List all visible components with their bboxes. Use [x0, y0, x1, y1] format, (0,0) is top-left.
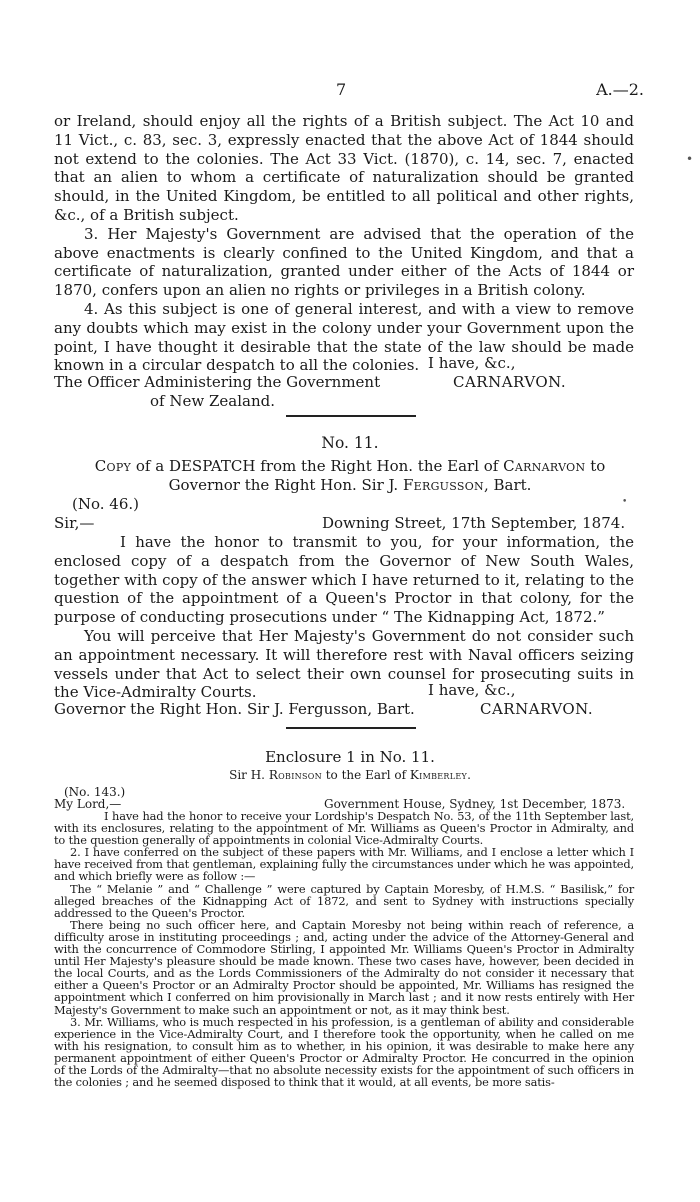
page-header	[0, 80, 700, 102]
subtitle-text: to the Earl of	[325, 768, 407, 782]
title-text: to	[590, 457, 606, 475]
place-date: Government House, Sydney, 1st December, 1873.	[324, 797, 626, 811]
place-date: Downing Street, 17th September, 1874.	[322, 514, 626, 532]
salutation: Sir,—	[54, 514, 95, 532]
title-text: of a DESPATCH from the Right Hon. the Earl of	[135, 457, 499, 475]
subtitle-text: Sir H.	[229, 768, 265, 782]
enclosure-subtitle	[0, 768, 700, 782]
addressee-line: The Officer Administering the Government	[54, 373, 381, 391]
salutation: My Lord,—	[54, 797, 122, 811]
governor-name: Fergusson	[402, 476, 484, 494]
continued-despatch-body	[54, 112, 634, 375]
subtitle-text: .	[467, 768, 471, 782]
paragraph: I have had the honor to receive your Lordship's Despatch No. 53, of the 11th September last, with its enclosures, relating to the appointment of Mr. Williams as Queen's Proctor in Admiralty, and to the question generally of appointments in colonial Vice-Admiralty Courts.	[54, 809, 634, 848]
paragraph: 2. I have conferred on the subject of these papers with Mr. Williams, and I enclose a letter which I have received from that gentleman, explaining fully the circumstances under which he was appointed, and which briefly were as follow :—	[54, 845, 634, 884]
despatch-title	[0, 457, 700, 475]
margin-mark: •	[686, 152, 694, 166]
despatch-body	[54, 533, 634, 702]
paragraph: You will perceive that Her Majesty's Government do not consider such an appointment necessary. It will therefore rest with Naval officers seizing vessels under that Act to select their own counsel for prosecuting suits in the Vice-Admiralty Courts.	[54, 626, 634, 702]
despatch-title-line2	[0, 476, 700, 494]
signature: CARNARVON.	[453, 373, 567, 391]
copy-label: Copy	[94, 457, 132, 475]
paragraph: 3. Her Majesty's Government are advised that the operation of the above enactments is clearly confined to the United Kingdom, and that a certificate of naturalization, granted under either of the Acts of 1844 or 1870, confers upon an alien no rights or privileges in a British colony.	[54, 224, 634, 300]
document-reference: A.—2.	[596, 80, 644, 99]
title-text: , Bart.	[483, 476, 532, 494]
closing: I have, &c.,	[428, 681, 516, 699]
recipient-name: Kimberley	[409, 768, 468, 782]
sender-name: Robinson	[268, 768, 322, 782]
paragraph: or Ireland, should enjoy all the rights of a British subject. The Act 10 and 11 Vict., c. 83, sec. 3, expressly enacted that the above Act of 1844 should not extend to the colonies. The Act 33 Vict. (1870), c. 14, sec. 7, enacted that an alien to whom a certificate of naturalization should be granted should, in the United Kingdom, be entitled to all political and other rights, &c., of a British subject.	[54, 112, 634, 224]
title-text: Governor the Right Hon. Sir J.	[168, 476, 399, 494]
enclosure-title: Enclosure 1 in No. 11.	[265, 748, 435, 766]
page-number: 7	[336, 80, 347, 99]
paragraph: The “ Melanie ” and “ Challenge ” were captured by Captain Moresby, of H.M.S. “ Basilisk,” for alleged breaches of the Kidnapping Act of 1872, and sent to Sydney with instructions specially addressed to the Queen's Proctor.	[54, 881, 634, 920]
earl-name: Carnarvon	[503, 457, 586, 475]
paragraph: I have the honor to transmit to you, for your information, the enclosed copy of a despatch from the Governor of New South Wales, together with copy of the answer which I have returned to it, relating to the question of the appointment of a Queen's Proctor in that colony, for the purpose of conducting prosecutions under “ The Kidnapping Act, 1872.”	[54, 533, 634, 627]
despatch-ref: (No. 46.)	[72, 495, 139, 513]
paragraph: There being no such officer here, and Captain Moresby not being within reach of reference, a difficulty arose in instituting proceedings ; and, acting under the advice of the Attorney-General and with the concurrence of Commodore Stirling, I appointed Mr. Williams Queen's Proctor in Admiralty until Her Majesty's pleasure should be made known. These two cases have, however, been decided in the local Courts, and as the Lords Commissioners of the Admiralty do not consider it necessary that either a Queen's Proctor or an Admiralty Proctor should be appointed, Mr. Williams has resigned the appointment which I conferred on him provisionally in March last ; and it now rests entirely with Her Majesty's Government to make such an appointment or not, as it may think best.	[54, 917, 634, 1017]
despatch-number: No. 11.	[321, 434, 379, 452]
closing: I have, &c.,	[428, 354, 516, 372]
enclosure-ref: (No. 143.)	[64, 785, 126, 799]
addressee: Governor the Right Hon. Sir J. Fergusson, Bart.	[54, 700, 415, 718]
section-divider	[286, 415, 416, 417]
paragraph: 3. Mr. Williams, who is much respected in his profession, is a gentleman of ability and considerable experience in the Vice-Admiralty Court, and I therefore took the opportunity, when he called on me with his resignation, to consult him as to whether, in his opinion, it was desirable to make here any permanent appointment of either Queen's Proctor or Admiralty Proctor. He concurred in the opinion of the Lords of the Admiralty—that no absolute necessity exists for the appointment of such officers in the colonies ; and he seemed disposed to think that it would, at all events, be more satis-	[54, 1014, 634, 1090]
paragraph: 4. As this subject is one of general interest, and with a view to remove any doubts which may exist in the colony under your Government upon the point, I have thought it desirable that the state of the law should be made known in a circular despatch to all the colonies.	[54, 299, 634, 375]
margin-mark: •	[622, 497, 628, 507]
addressee-line: of New Zealand.	[150, 392, 275, 410]
section-divider	[286, 727, 416, 729]
signature: CARNARVON.	[480, 700, 594, 718]
enclosure-body	[54, 810, 634, 1088]
